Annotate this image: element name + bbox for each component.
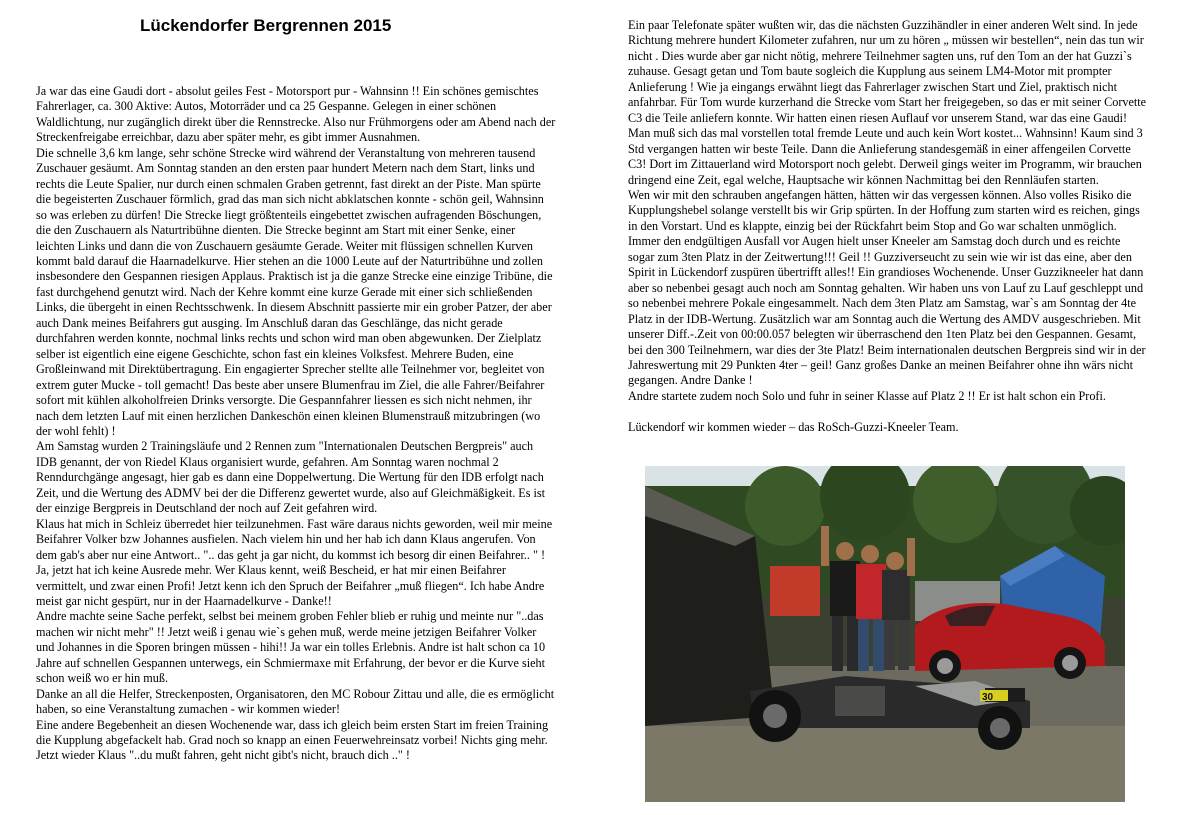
right-text-column: Ein paar Telefonate später wußten wir, das die nächsten Guzzihändler in einer anderen Welt sind. In jede Richtung mehrere hundert Kilometer zufahren, nur um zu hören „ müssen wir bestellen“, nein das tun wir nicht . Dies wurde aber gar nicht nötig, mehrere Teilnehmer sagten uns, ruf den Tom an der hat Guzzi`s zuhause. Gesagt getan und Tom baute sogleich die Kupplung aus seinem LM4-Motor mit prompter Anlieferung ! Wie ja eingangs erwähnt liegt das Fahrerlager zwischen Start und Ziel, praktisch nicht anfahrbar. Für Tom wurde kurzerhand die Strecke vom Start her freigegeben, so das er mit seiner Corvette C3 die Teile anliefern konnte. Wir hatten einen riesen Auflauf vor unserem Stand, war das eine Gaudi! Man muß sich das mal vorstellen total fremde Leute und auch kein Wort kostet... Wahnsinn! Kaum sind 3 Std vergangen hatten wir beste Teile. Dann die Anlieferung standesgemäß in einer affengeilen Corvette C3! Dort im Zittauerland wird Motorsport noch gelebt. Derweil gings weiter im Programm, wir brauchen dringend eine Zeit, egal welche, Hauptsache wir können Nachmittag bei den Rennläufen starten. Wen wir mit den schrauben angefangen hätten, hätten wir das vergessen können. Also volles Risiko die Kupplungshebel solange verstellt bis wir Grip spürten. In der Hoffung zum starten wird es reichen, gings in den Vorstart. Und es klappte, einzig bei der Rückfahrt beim Stop and Go war schalten unmöglich. Immer den endgültigen Ausfall vor Augen hielt unser Kneeler am Samstag doch durch und es reichte sogar zum 3ten Platz in der Zeitwertung!!! Geil !! Guzziverseucht zu sein wie wir ist das eine, aber den Spirit in Lückendorf zuspüren übertrifft alles!! Ein grandioses Wochenende. Unser Guzzikneeler hat dann aber so nebenbei gesagt auch noch am Sonntag gehalten. Wir haben uns von Lauf zu Lauf geschleppt und so nebenbei mehrere Pokale eingesammelt. Nach dem 3ten Platz am Samstag, war`s am Sonntag der 4te Platz in der IDB-Wertung. Zusätzlich war am Sonntag auch die Wertung des AMDV ausgeschrieben. Mit unserer Diff.-.Zeit von 00:00.057 belegten wir überraschend den 1ten Platz bei den Gespannen. Gesamt, bei den 300 Teilnehmern, war dies der 3te Platz! Beim internationalen deutschen Bergpreis sind wir in der Jahreswertung mit 29 Punkten 4ter – geil! Ganz großes Danke an meinen Beifahrer ohne ihn wärs nicht gegangen. Andre Danke ! Andre startete zudem noch Solo und fuhr in seiner Klasse auf Platz 2 !! Er ist halt schon ein Profi. Lückendorf wir kommen wieder – das RoSch-Guzzi-Kneeler Team. (628, 18, 1147, 434)
team-photo-illustration (645, 466, 1125, 802)
race-number: 30 (982, 692, 994, 703)
team-photo (645, 466, 1125, 802)
document-title: Lückendorfer Bergrennen 2015 (140, 16, 392, 35)
left-text-column: Ja war das eine Gaudi dort - absolut geiles Fest - Motorsport pur - Wahnsinn !! Ein schönes gemischtes Fahrerlager, ca. 300 Aktive: Autos, Motorräder und ca 25 Gespanne. Gelegen in einer schönen Waldlichtung, nur zugänglich direkt über die Rennstrecke. Also nur Frühmorgens oder am Abend nach der Streckenfreigabe erreichbar, dazu aber später mehr, es gibt immer Ausnahmen. Die schnelle 3,6 km lange, sehr schöne Strecke wird während der Veranstaltung von mehreren tausend Zuschauer gesäumt. Am Sonntag standen an den ersten paar hundert Metern nach dem Start, links und rechts die Leute Spalier, nur durch einen schmalen Graben getrennt, fast direkt an der Piste. Man spürte die begeisterten Zuschauer förmlich, grad das man sich nicht abklatschen konnte - schön geil, Wahnsinn so was erleben zu dürfen! Die Strecke liegt größtenteils eingebettet zwischen aufragenden Böschungen, die den Zuschauern als Naturtribühne dienten. Die Strecke beginnt am Start mit einer Senke, einer leichten Links und dann die von Zuschauern gesäumte Gerade. Weiter mit flüssigen schnellen Kurven kommt bald darauf die Haarnadelkurve. Hier stehen an die 1000 Leute auf der Naturtribühne und zollen insbesondere den Gespannen riesigen Applaus. Praktisch ist ja die ganze Strecke eine einzige Tribüne, die fast durchgehend genutzt wird. Nach der Kehre kommt eine kurze Gerade mit einer sich schließenden Links, die übergeht in einen Rechtsschwenk. In diesem Abschnitt passierte mir ein grober Patzer, der aber auch Dank meines Beifahrers gut ausging. Im Anschluß daran das Geschlänge, das nicht gerade durchfahren werden konnte, nochmal links rechts und schon wird man oben abgewunken. Der Zielplatz selber ist eigentlich eine eigene Geschichte, schon fast ein kleines Volksfest. Mehrere Buden, eine Großleinwand mit Direktübertragung. Ein engagierter Sprecher stellte alle Teilnehmer vor, begleitet von extrem guter Mucke - toll gemacht! Das beste aber unsere Blumenfrau im Ziel, die alle Fahrer/Beifahrer sofort mit kühlen alkoholfreien Drinks versorgte. Die Gespannfahrer liessen es sich nicht nehmen, ihr nach dem letzten Lauf mit einen herzlichen Dankeschön einen kleinen Blumenstrauß mitzubringen (wo der wohl fehlt) ! Am Samstag wurden 2 Trainingsläufe und 2 Rennen zum "Internationalen Deutschen Bergpreis" auch IDB genannt, der von Riedel Klaus organisiert wurde, gefahren. Am Sonntag waren nochmal 2 Renndurchgänge angesagt, hier gab es dann eine Doppelwertung. Die Wertung für den IDB erfolgt nach Zeit, und die Wertung des ADMV bei der die Differenz gewertet wurde, also auf Gleichmäßigkeit. Es ist der einzige Bergpreis in Deutschland der noch auf Zeit gefahren wird. Klaus hat mich in Schleiz überredet hier teilzunehmen. Fast wäre daraus nichts geworden, weil mir meine Beifahrer Volker bzw Johannes ausfielen. Nach vielem hin und her hab ich dann Klaus angerufen. Von dem gab's aber nur eine Antwort.. ".. das geht ja gar nicht, du kommst ich besorg dir einen Beifahrer.. " ! Ja, jetzt hat ich keine Ausrede mehr. Wer Klaus kennt, weiß Bescheid, er hat mir einen Beifahrer vermittelt, und zwar einen Profi! Jetzt kenn ich den Spruch der Beifahrer „muß fliegen“. Ich habe Andre meist gar nicht gespürt, nur in der Haarnadelkurve - Danke!! Andre machte seine Sache perfekt, selbst bei meinem groben Fehler blieb er ruhig und meinte nur "..das machen wir nicht mehr" !! Jetzt weiß i genau wie`s gehen muß, werde meine jetzigen Beifahrer Volker und Johannes in die Sporen bringen müssen - hihi!! Ja war ein tolles Erlebnis. Andre ist halt schon ca 10 Jahre auf schnellen Gespannen unterwegs, ein Schmiermaxe mit Erfahrung, der bevor er die Kurve sieht schon weiß wo er hin muß. Danke an all die Helfer, Streckenposten, Organisatoren, den MC Robour Zittau und alle, die es ermöglicht haben, so eine Veranstaltung zumachen - wir kommen wieder! Eine andere Begebenheit an diesen Wochenende war, dass ich gleich beim ersten Start im freien Training die Kupplung abgefackelt hab. Grad noch so knapp an einen Feuerwehreinsatz vorbei! Nichts ging mehr. Jetzt wieder Klaus "..du mußt fahren, geht nicht gibt's nicht, brauch dich .." ! (36, 84, 556, 763)
